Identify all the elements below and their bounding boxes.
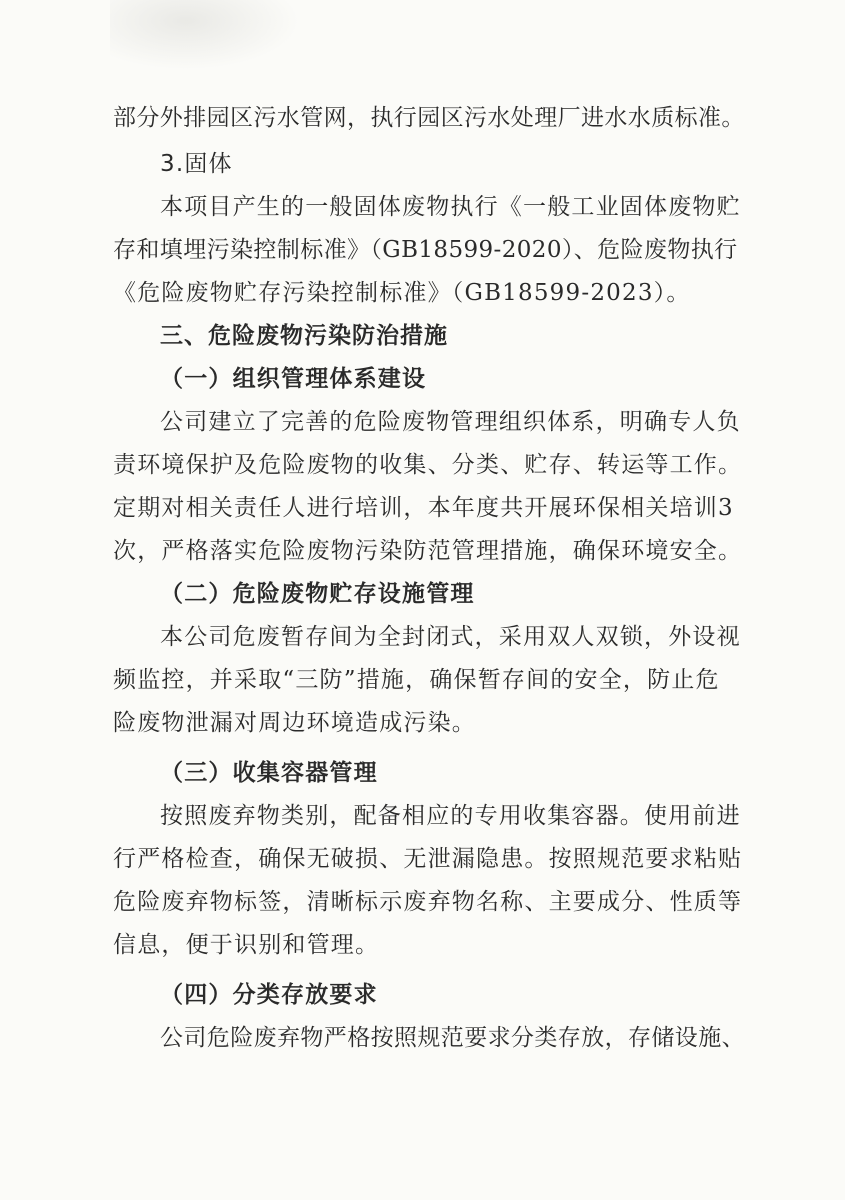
body-line: 次，严格落实危险废物污染防范管理措施，确保环境安全。 [113, 538, 743, 564]
body-line: 信息，便于识别和管理。 [113, 932, 380, 958]
body-line: 危险废弃物标签，清晰标示废弃物名称、主要成分、性质等 [113, 889, 743, 915]
scan-smudge [110, 0, 300, 70]
subsection-heading-1: （一）组织管理体系建设 [160, 365, 427, 392]
body-line: 《危险废物贮存污染控制标准》（GB18599-2023）。 [113, 280, 691, 306]
body-line: 定期对相关责任人进行培训，本年度共开展环保相关培训3 [113, 495, 734, 521]
body-line: 按照废弃物类别，配备相应的专用收集容器。使用前进 [160, 803, 741, 829]
body-line: 本项目产生的一般固体废物执行《一般工业固体废物贮 [160, 194, 741, 220]
body-line: 本公司危废暂存间为全封闭式，采用双人双锁，外设视 [160, 624, 741, 650]
body-line: 险废物泄漏对周边环境造成污染。 [113, 710, 476, 736]
subsection-heading-2: （二）危险废物贮存设施管理 [160, 580, 475, 607]
body-line: 存和填埋污染控制标准》（GB18599-2020）、危险废物执行 [113, 237, 738, 263]
body-line: 公司建立了完善的危险废物管理组织体系，明确专人负 [160, 409, 741, 435]
body-line: 频监控，并采取“三防”措施，确保暂存间的安全，防止危 [113, 667, 720, 693]
body-line: 部分外排园区污水管网，执行园区污水处理厂进水水质标准。 [113, 105, 745, 131]
body-line: 责环境保护及危险废物的收集、分类、贮存、转运等工作。 [113, 452, 743, 478]
subsection-heading-4: （四）分类存放要求 [160, 981, 378, 1008]
section-heading-solid: 3.固体 [160, 151, 233, 177]
body-line: 公司危险废弃物严格按照规范要求分类存放，存储设施、 [160, 1025, 745, 1051]
body-line: 行严格检查，确保无破损、无泄漏隐患。按照规范要求粘贴 [113, 846, 743, 872]
section-heading-hazardous-waste: 三、危险废物污染防治措施 [160, 323, 448, 349]
subsection-heading-3: （三）收集容器管理 [160, 759, 378, 786]
